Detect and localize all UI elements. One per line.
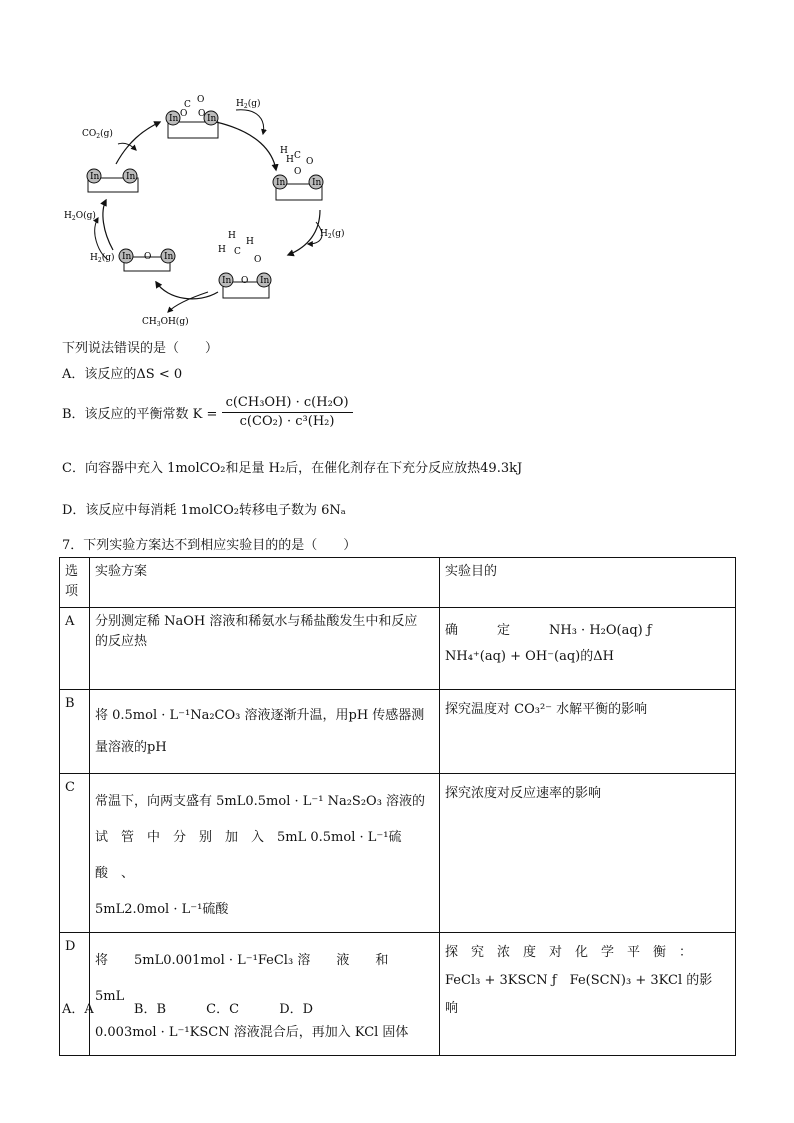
h-label: H xyxy=(246,237,254,247)
fraction-numerator: c(CH₃OH) · c(H₂O) xyxy=(222,394,353,413)
in-label: In xyxy=(207,114,217,124)
experiment-table xyxy=(59,557,736,1056)
in-label: In xyxy=(122,252,132,262)
row-goal xyxy=(440,690,736,774)
catalytic-cycle-diagram xyxy=(58,92,358,332)
in-label: In xyxy=(90,172,100,182)
answer-option-c[interactable]: C．C xyxy=(206,1002,240,1017)
header-option: 选项 xyxy=(60,558,90,608)
co2-label: $CO_2(g)$ xyxy=(82,129,113,140)
answer-option-d[interactable]: D．D xyxy=(279,1002,314,1017)
row-plan xyxy=(90,608,440,690)
row-option: C xyxy=(60,774,90,933)
table-header-row xyxy=(60,558,736,608)
h-label: H xyxy=(228,231,236,241)
h-label: H xyxy=(280,146,288,156)
header-goal: 实验目的 xyxy=(440,558,736,608)
in-label: In xyxy=(260,276,270,286)
intermediate-bottom-left xyxy=(119,249,175,271)
intermediate-left xyxy=(87,169,138,192)
row-option: D xyxy=(60,933,90,1056)
h-label: H xyxy=(218,245,226,255)
ch3oh-label: $CH_3OH(g)$ xyxy=(142,317,189,328)
intermediate-top xyxy=(166,95,218,138)
goal-line: 探究温度对 CO₃²⁻ 水解平衡的影响 xyxy=(445,702,648,717)
plan-line: 将 0.5mol · L⁻¹Na₂CO₃ 溶液逐渐升温，用pH 传感器测 xyxy=(95,708,425,723)
row-option: A xyxy=(60,608,90,690)
plan-line: 的反应热 xyxy=(95,634,148,649)
c-label: C xyxy=(234,247,241,257)
h2-label-right: $H_2(g)$ xyxy=(320,229,345,240)
row-plan xyxy=(90,933,440,1056)
table-row xyxy=(60,774,736,933)
q6-option-b xyxy=(62,394,353,431)
o-label: O xyxy=(197,95,205,105)
q6-option-d: D．该反应中每消耗 1molCO₂转移电子数为 6Nₐ xyxy=(62,503,346,518)
plan-line: 将 5mL0.001mol · L⁻¹FeCl₃ 溶 液 和 5mL xyxy=(95,953,415,1004)
o-label: O xyxy=(241,276,249,286)
row-goal xyxy=(440,774,736,933)
q7-stem: 7．下列实验方案达不到相应实验目的的是（ ） xyxy=(62,538,357,553)
q6-option-a: A．该反应的ΔS < 0 xyxy=(62,367,183,382)
row-option: B xyxy=(60,690,90,774)
table-row xyxy=(60,690,736,774)
row-goal xyxy=(440,933,736,1056)
row-goal xyxy=(440,608,736,690)
q6-option-c: C．向容器中充入 1molCO₂和足量 H₂后，在催化剂存在下充分反应放热49.3kJ xyxy=(62,461,523,476)
header-plan: 实验方案 xyxy=(90,558,440,608)
in-label: In xyxy=(126,172,136,182)
goal-line: 响 xyxy=(445,1001,459,1016)
co2-in-arrow xyxy=(118,143,136,150)
plan-line: 量溶液的pH xyxy=(95,740,167,755)
in-label: In xyxy=(169,114,179,124)
cycle-arrow-3 xyxy=(156,282,218,299)
cycle-arrow-1 xyxy=(216,122,276,170)
h-label: H xyxy=(286,155,294,165)
ch3oh-out-arrow xyxy=(168,292,208,312)
in-label: In xyxy=(222,276,232,286)
h2o-label: $H_2O(g)$ xyxy=(64,211,96,222)
in-label: In xyxy=(164,252,174,262)
c-label: C xyxy=(184,100,191,110)
cycle-arrow-4 xyxy=(103,200,113,250)
plan-line: 分别测定稀 NaOH 溶液和稀氨水与稀盐酸发生中和反应 xyxy=(95,614,418,629)
q6-stem: 下列说法错误的是（ ） xyxy=(62,341,219,356)
plan-line: 5mL2.0mol · L⁻¹硫酸 xyxy=(95,902,229,917)
row-plan xyxy=(90,774,440,933)
o-label: O xyxy=(306,157,314,167)
q7-answer-options xyxy=(62,998,349,1017)
o-label: O xyxy=(198,109,206,119)
goal-line: NH₄⁺(aq) + OH⁻(aq)的ΔH xyxy=(445,649,614,664)
goal-line: 探 究 浓 度 对 化 学 平 衡 ： xyxy=(445,945,693,960)
c-label: C xyxy=(294,151,301,161)
equilibrium-constant-fraction xyxy=(222,394,353,431)
plan-line: 试 管 中 分 别 加 入 5mL 0.5mol · L⁻¹硫 酸 、 xyxy=(95,830,415,881)
goal-line: 探究浓度对反应速率的影响 xyxy=(445,786,602,801)
q6-option-b-prefix: B．该反应的平衡常数 K = xyxy=(62,407,218,422)
table-row xyxy=(60,933,736,1056)
o-label: O xyxy=(294,167,302,177)
intermediate-right xyxy=(273,146,323,200)
o-label: O xyxy=(180,109,188,119)
answer-option-a[interactable]: A．A xyxy=(62,1002,94,1017)
plan-line: 0.003mol · L⁻¹KSCN 溶液混合后，再加入 KCl 固体 xyxy=(95,1025,409,1040)
row-plan xyxy=(90,690,440,774)
intermediate-bottom-right xyxy=(218,231,271,298)
in-label: In xyxy=(312,178,322,188)
goal-line: FeCl₃ + 3KSCN ƒ Fe(SCN)₃ + 3KCl 的影 xyxy=(445,973,713,988)
o-label: O xyxy=(254,255,262,265)
table-row xyxy=(60,608,736,690)
in-label: In xyxy=(276,178,286,188)
cycle-arrow-2 xyxy=(288,210,320,255)
o-label: O xyxy=(144,252,152,262)
h2-label-left: $H_2(g)$ xyxy=(90,253,115,264)
answer-option-b[interactable]: B．B xyxy=(133,1002,167,1017)
plan-line: 常温下，向两支盛有 5mL0.5mol · L⁻¹ Na₂S₂O₃ 溶液的 xyxy=(95,794,426,809)
fraction-denominator: c(CO₂) · c³(H₂) xyxy=(239,414,335,429)
goal-line: 确 定 NH₃ · H₂O(aq) ƒ xyxy=(445,623,652,638)
h2-label-top: $H_2(g)$ xyxy=(236,99,261,110)
